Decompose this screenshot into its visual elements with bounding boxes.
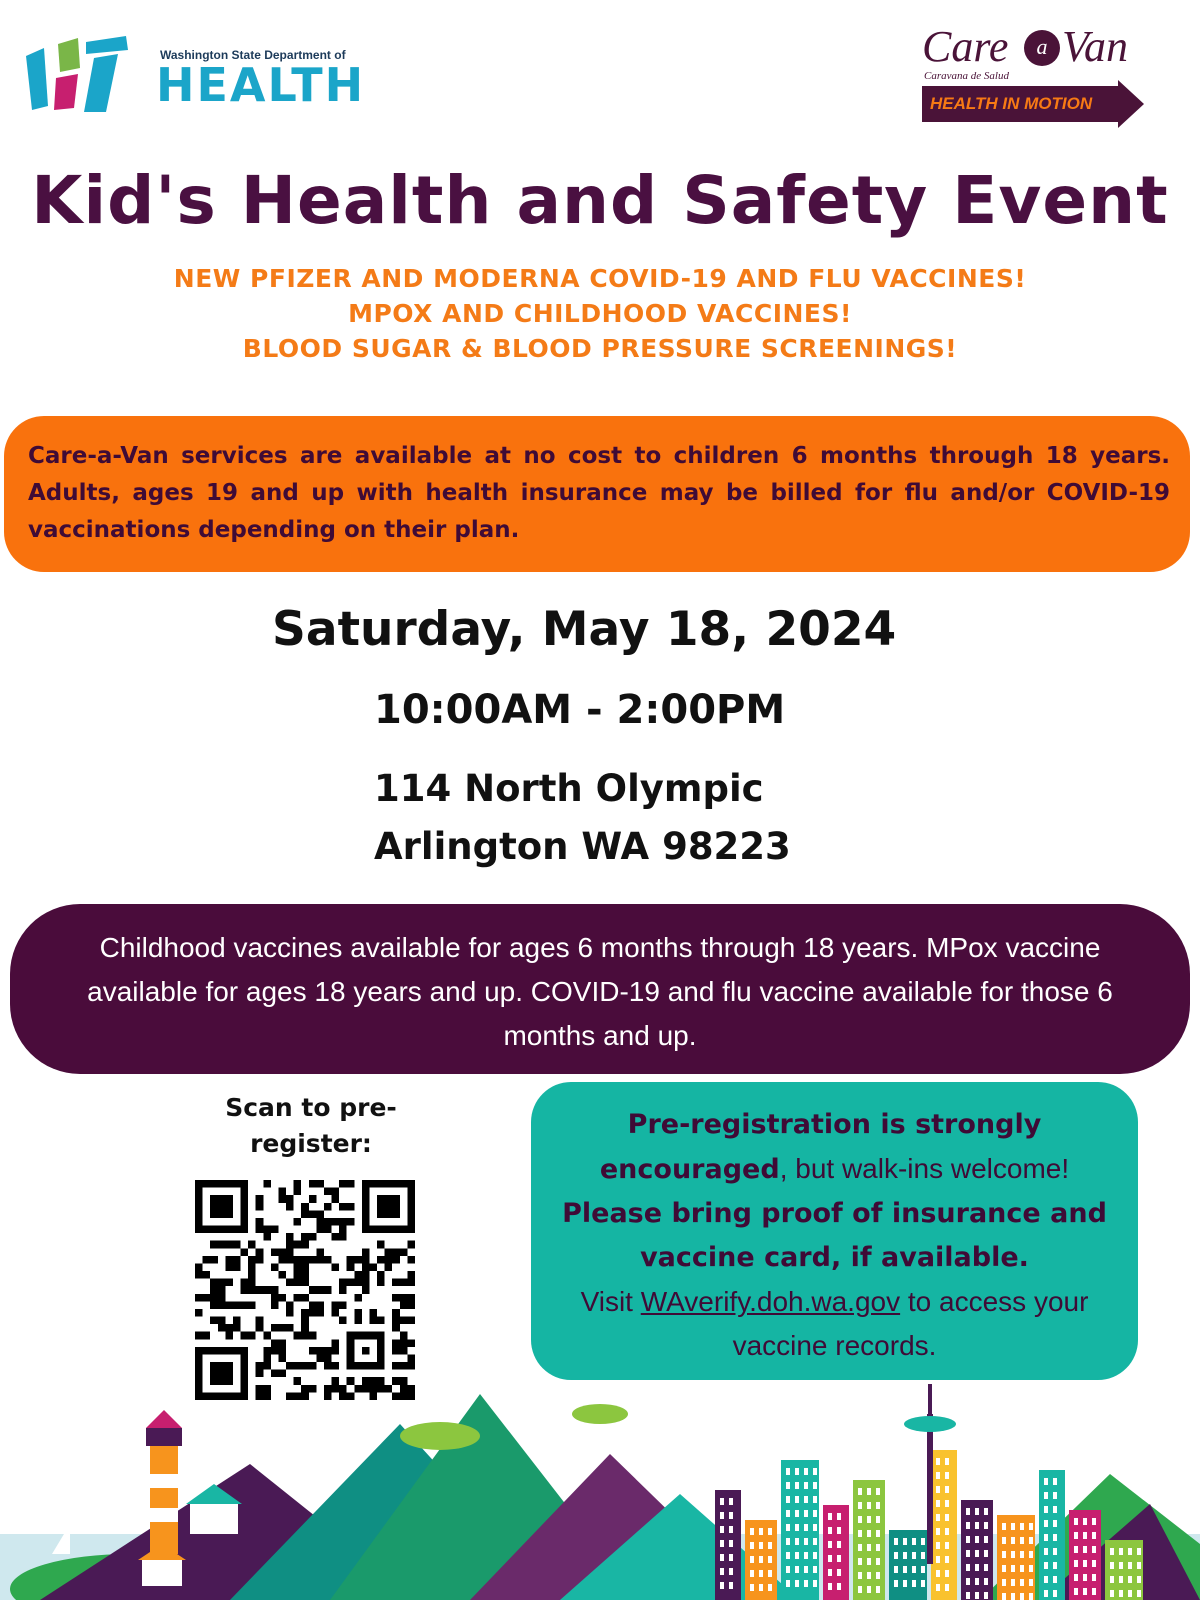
- event-time: 10:00AM - 2:00PM: [374, 687, 786, 733]
- doh-logo-small-text: Washington State Department of: [160, 48, 346, 62]
- prereg-bring-proof-bold: Please bring proof of insurance and vaccine card, if available.: [562, 1198, 1107, 1273]
- event-address-line1: 114 North Olympic: [374, 767, 764, 810]
- care-a-van-logo: [920, 22, 1160, 132]
- care-a-van-word-van: Van: [1062, 22, 1128, 71]
- preregistration-box: [531, 1082, 1138, 1380]
- subtitle-screenings: BLOOD SUGAR & BLOOD PRESSURE SCREENINGS!: [242, 334, 958, 363]
- prereg-visit-suffix: to access your vaccine records.: [732, 1286, 1089, 1361]
- event-date: Saturday, May 18, 2024: [272, 602, 897, 657]
- subtitle-vaccines: NEW PFIZER AND MODERNA COVID-19 AND FLU VACCINES!: [173, 264, 1027, 293]
- event-address-line2: Arlington WA 98223: [374, 825, 791, 868]
- doh-logo: [22, 34, 372, 114]
- doh-logo-mark-icon: [22, 34, 152, 114]
- care-a-van-word-care: Care: [922, 22, 1009, 71]
- qr-code-icon[interactable]: [195, 1180, 415, 1400]
- prereg-encouraged-bold: Pre-registration is strongly encouraged: [599, 1109, 1042, 1185]
- care-a-van-subtitle: Caravana de Salud: [924, 70, 1009, 82]
- scenery-illustration: [0, 1384, 1200, 1600]
- cost-notice-text: Care-a-Van services are available at no cost to children 6 months through 18 years. Adults, ages 19 and up with health insurance may be billed for flu and/or COVID-19 vaccinations depending on their plan.: [28, 443, 1170, 543]
- health-in-motion-banner: HEALTH IN MOTION: [922, 86, 1118, 122]
- subtitle-mpox: MPOX AND CHILDHOOD VACCINES!: [348, 299, 852, 328]
- preregistration-text: [549, 1102, 1120, 1368]
- banner-arrow-icon: [1118, 80, 1144, 128]
- qr-label: Scan to pre-register:: [225, 1093, 397, 1158]
- care-a-van-circle-a: a: [1024, 30, 1060, 66]
- prereg-walkins: , but walk-ins welcome!: [779, 1153, 1070, 1184]
- eligibility-text: Childhood vaccines available for ages 6 months through 18 years. MPox vaccine available for ages 18 years and up. COVID-19 and flu vaccine available for those 6 months and up.: [87, 932, 1113, 1051]
- prereg-visit-prefix: Visit: [580, 1286, 641, 1317]
- cost-notice-box: [4, 416, 1190, 572]
- doh-logo-big-text: HEALTH: [156, 58, 366, 112]
- waverify-link[interactable]: WAverify.doh.wa.gov: [640, 1286, 901, 1317]
- event-title: Kid's Health and Safety Event: [31, 162, 1169, 239]
- eligibility-box: [10, 904, 1190, 1074]
